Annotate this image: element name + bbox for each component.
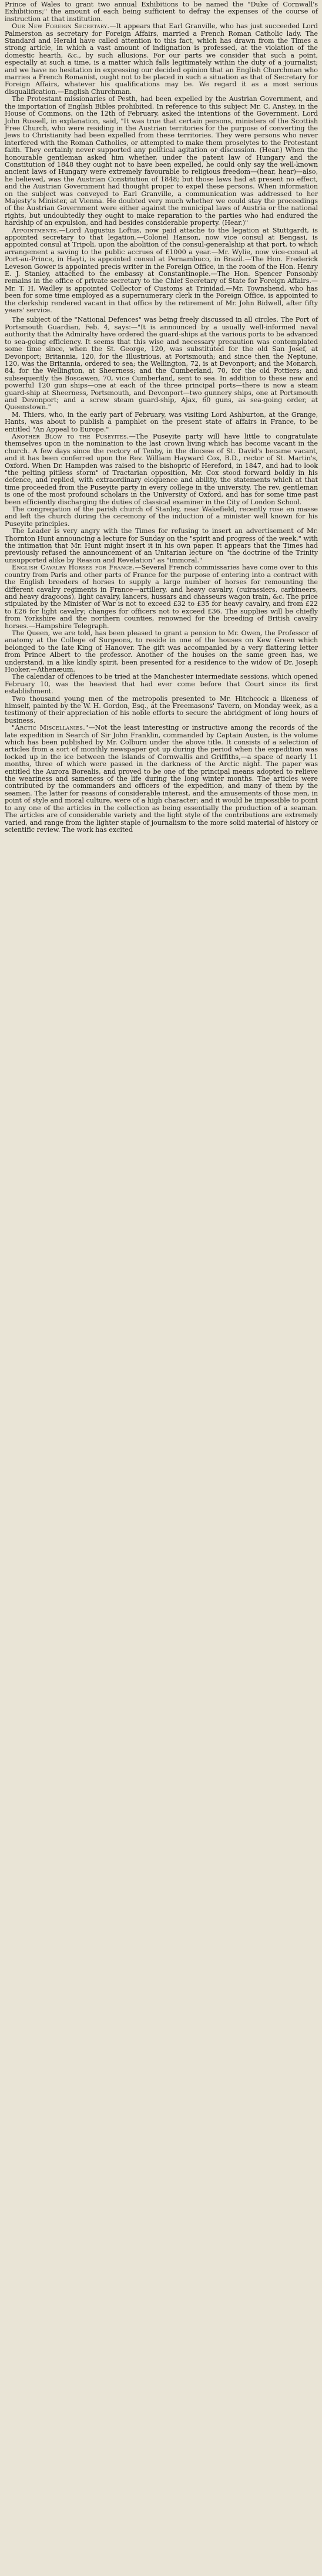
paragraph-text: —It appears that Earl Granville, who has just succeeded Lord Palmerston as secretary for Foreign Affairs, married a French Roman Catholic lady. The Standard and Herald have called attention to this fact, which has drawn from the Times a strong article, in which a vast amount of indignation is professed, at the violation of the domestic hearth, &c., by such allusions. For our parts we consider that such a point, especially at such a time, is a matter which falls legitimately within the duty of a journalist; and we have no hesitation in expressing our decided opinion that an English Churchman who marries a French Romanist, ought not to be placed in such a situation as that of Secretary for Foreign Affairs, whatever his qualifications may be. We regard it as a most serious disqualification.—English Churchman.: [5, 22, 318, 96]
paragraph-text: —The Puseyite party will have little to congratulate themselves upon in the nomination to the last crown living which has become vacant in the church. A few days since the rectory of Tenby, in the diocese of St. David's became vacant, and it has been conferred upon the Rev. William Hayward Cox, B.D., rector of St. Martin's, Oxford. When Dr. Hampden was raised to the bishopric of Hereford, in 1847, and had to look "the pelting pitiless storm" of Tractarian opposition, Mr. Cox stood forward boldly in his defence, and replied, with extraordinary eloquence and ability, the statements which at that time proceeded from the Puseyite party in every college in the university. The rev. gentleman is one of the most profound scholars in the University of Oxford, and has for some time past been efficiently discharging the duties of classical examiner in the City of London School.: [5, 432, 318, 506]
article-paragraph: [5, 528, 318, 564]
article-paragraph: [5, 316, 318, 411]
paragraph-text: M. Thiers, who, in the early part of February, was visiting Lord Ashburton, at the Grange, Hants, was about to publish a pamphlet on the present state of affairs in France, to be entitled "An Appeal to Europe.": [5, 410, 318, 433]
article-paragraph: [5, 724, 318, 834]
article-paragraph: [5, 506, 318, 528]
paragraph-heading: Appointments.: [12, 226, 59, 234]
article-paragraph: [5, 227, 318, 315]
article-paragraph: [5, 630, 318, 673]
paragraph-text: The Leader is very angry with the Times for refusing to insert an advertisement of Mr. Thornton Hunt announcing a lecture for Sunday on the "spirit and progress of the week," with the intimation that Mr. Hunt might insert it in his own paper. It appears that the Times had previously refused the announcement of an Unitarian lecture on "the doctrine of the Trinity unsupported alike by Reason and Revelation" as "immoral.": [5, 527, 318, 564]
paragraph-heading: Our New Foreign Secretary.: [12, 22, 110, 31]
paragraph-text: The calendar of offences to be tried at the Manchester intermediate sessions, which opened February 10, was the heaviest that had ever come before that Court since its first establishment.: [5, 673, 318, 696]
paragraph-text: —Lord Augustus Loftus, now paid attache to the legation at Stuttgardt, is appointed secretary to that legation.—Colonel Hanson, now vice consul at Bengasi, is appointed consul at Tripoli, upon the abolition of the consul-generalship at that port, to which arrangement a saving to the public accrues of £1000 a year.—Mr. Wylie, now vice-consul at Port-au-Prince, in Hayti, is appointed consul at Pernambuco, in Brazil.—The Hon. Frederick Leveson Gower is appointed precis writer in the Foreign Office, in the room of the Hon. Henry E. J. Stanley, attached to the embassy at Constantinople.—The Hon. Spencer Ponsonby remains in the office of private secretary to the Chief Secretary of State for Foreign Affairs.—Mr. T. H. Wadley is appointed Collector of Customs at Trinidad.—Mr. Townshend, who has been for some time employed as a supernumerary clerk in the Foreign Office, is appointed to the clerkship rendered vacant in that office by the retirement of Mr. John Bidwell, after fifty years' service.: [5, 226, 318, 315]
paragraph-heading: "Arctic Miscellanies.": [12, 724, 89, 732]
paragraph-text: The congregation of the parish church of Stanley, near Wakefield, recently rose en masse and left the church during the ceremony of the induction of a minister well known for his Puseyite principles.: [5, 505, 318, 528]
article-paragraph: [5, 1, 318, 23]
article-paragraph: [5, 23, 318, 96]
article-column: [5, 1, 318, 834]
article-paragraph: [5, 564, 318, 630]
paragraph-text: —Several French commissaries have come over to this country from Paris and other parts of France for the purpose of entering into a contract with the English breeders of horses to supply a large number of horses for remounting the different cavalry regiments in France—artillery, and heavy cavalry, (cuirassiers, carbineers, and heavy dragoons), light cavalry, lancers, hussars and chasseurs wagon train, &c. The price stipulated by the Minister of War is not to exceed £32 to £35 for heavy cavalry, and from £22 to £26 for light cavalry; changes for officers not to exceed £36. The supplies will be chiefly from Yorkshire and the northern counties, renowned for the breeding of British cavalry horses.—Hampshire Telegraph.: [5, 564, 318, 630]
article-paragraph: [5, 696, 318, 725]
paragraph-text: Prince of Wales to grant two annual Exhibitions to be named the "Duke of Cornwall's Exhibitions;" the amount of each being sufficient to defray the expenses of the course of instruction at that institution.: [5, 1, 318, 23]
article-paragraph: [5, 673, 318, 695]
paragraph-heading: English Cavalry Horses for France.: [12, 564, 135, 572]
paragraph-heading: Another Blow to the Puseyites.: [12, 432, 129, 440]
paragraph-text: The Protestant missionaries of Pesth, had been expelled by the Austrian Government, and the importation of English Bibles prohibited. In reference to this subject Mr. C. Anstey, in the House of Commons, on the 12th of February, asked the intentions of the Government. Lord John Russell, in explanation, said, "It was true that certain persons, ministers of the Scottish Free Church, who were residing in the Austrian territories for the purpose of converting the Jews to Christianity had been expelled from these territories. They were persons who never interfered with the Roman Catholics, or attempted to make them proselytes to the Protestant faith. They certainly never supported any political agitation or discussion. (Hear.) When the honourable gentleman asked him whether, under the patent law of Hungary and the Constitution of 1848 they ought not to have been expelled, he could only say the well-known ancient laws of Hungary were extremely favourable to religious freedom—(hear, hear)—also, he believed, was the Austrian Constitution of 1848; but those laws had at present no effect, and the Austrian Government had thought proper to expel these persons. When information on the subject was conveyed to Earl Granville, a communication was addressed to her Majesty's Minister, at Vienna. He doubted very much whether we could stay the proceedings of the Austrian Government were either against the municipal laws of Austria or the national rights, but undoubtedly they ought to make reparation to the parties who had endured the hardship of an expulsion, and had besides considerable property. (Hear.)": [5, 95, 318, 227]
article-paragraph: [5, 412, 318, 433]
paragraph-text: The subject of the "National Defences" was being freely discussed in all circles. The Port of Portsmouth Guardian, Feb. 4, says:—"It is announced by a usually well-informed naval authority that the Admiralty have ordered the guard-ships at the various ports to be advanced to sea-going efficiency. It seems that this wise and necessary precaution was contemplated some time since, when the St. George, 120, was substituted for the old San Josef, at Devonport; Britannia, 120, for the Illustrious, at Portsmouth; and since then the Neptune, 120, was the Britannia, ordered to sea; the Wellington, 72, is at Devonport; and the Monarch, 84, for the Wellington, at Sheerness; and the Cumberland, 70, for the old Pottiers; and subsequently the Boscawen, 70, vice Cumberland, sent to sea. In addition to these new and powerful 120 gun ships—one at each of the three principal ports—there is now a steam guard-ship at Sheerness, Portsmouth, and Devonport—two gunnery ships, one at Portsmouth and Devonport; and a screw steam guard-ship, Ajax, 60 guns, as sea-going order, at Queenstown.": [5, 316, 318, 412]
paragraph-text: The Queen, we are told, has been pleased to grant a pension to Mr. Owen, the Professor of anatomy at the College of Surgeons, to reside in one of the houses on Kew Green which belonged to the late King of Hanover. The gift was accompanied by a very flattering letter from Prince Albert to the professor. Another of the houses on the same green has, we understand, in a like kindly spirit, been presented for a residence to the widow of Dr. Joseph Hooker.—Athenæum.: [5, 629, 318, 673]
article-paragraph: [5, 433, 318, 506]
paragraph-text: Two thousand young men of the metropolis presented to Mr. Hitchcock a likeness of himself, painted by the W. H. Gordon, Esq., at the Freemasons' Tavern, on Monday week, as a testimony of their appreciation of his noble efforts to secure the abridgment of long hours of business.: [5, 694, 318, 724]
paragraph-text: —Not the least interesting or instructive among the records of the late expedition in Search of Sir John Franklin, commanded by Captain Austen, is the volume which has been published by Mr. Colburn under the above title. It consists of a selection of articles from a sort of monthly newspaper got up during the period when the expedition was locked up in the ice between the islands of Cornwallis and Griffiths,—a space of nearly 11 months, three of which were passed in the darkness of the Arctic night. The paper was entitled the Aurora Borealis, and proved to be one of the principal means adopted to relieve the weariness and sameness of the life during the long winter months. The articles were contributed by the commanders and officers of the expedition, and many of them by the seamen. The latter for reasons of considerable interest, and the amusements of those men, in point of style and moral culture, were of a high character; and it would be impossible to point to any one of the articles in the collection as being essentially the production of a seaman. The articles are of considerable variety and the light style of the contributions are extremely varied, and range from the lighter staple of journalism to the more solid material of history or scientific review. The work has excited: [5, 724, 318, 834]
article-paragraph: [5, 96, 318, 227]
